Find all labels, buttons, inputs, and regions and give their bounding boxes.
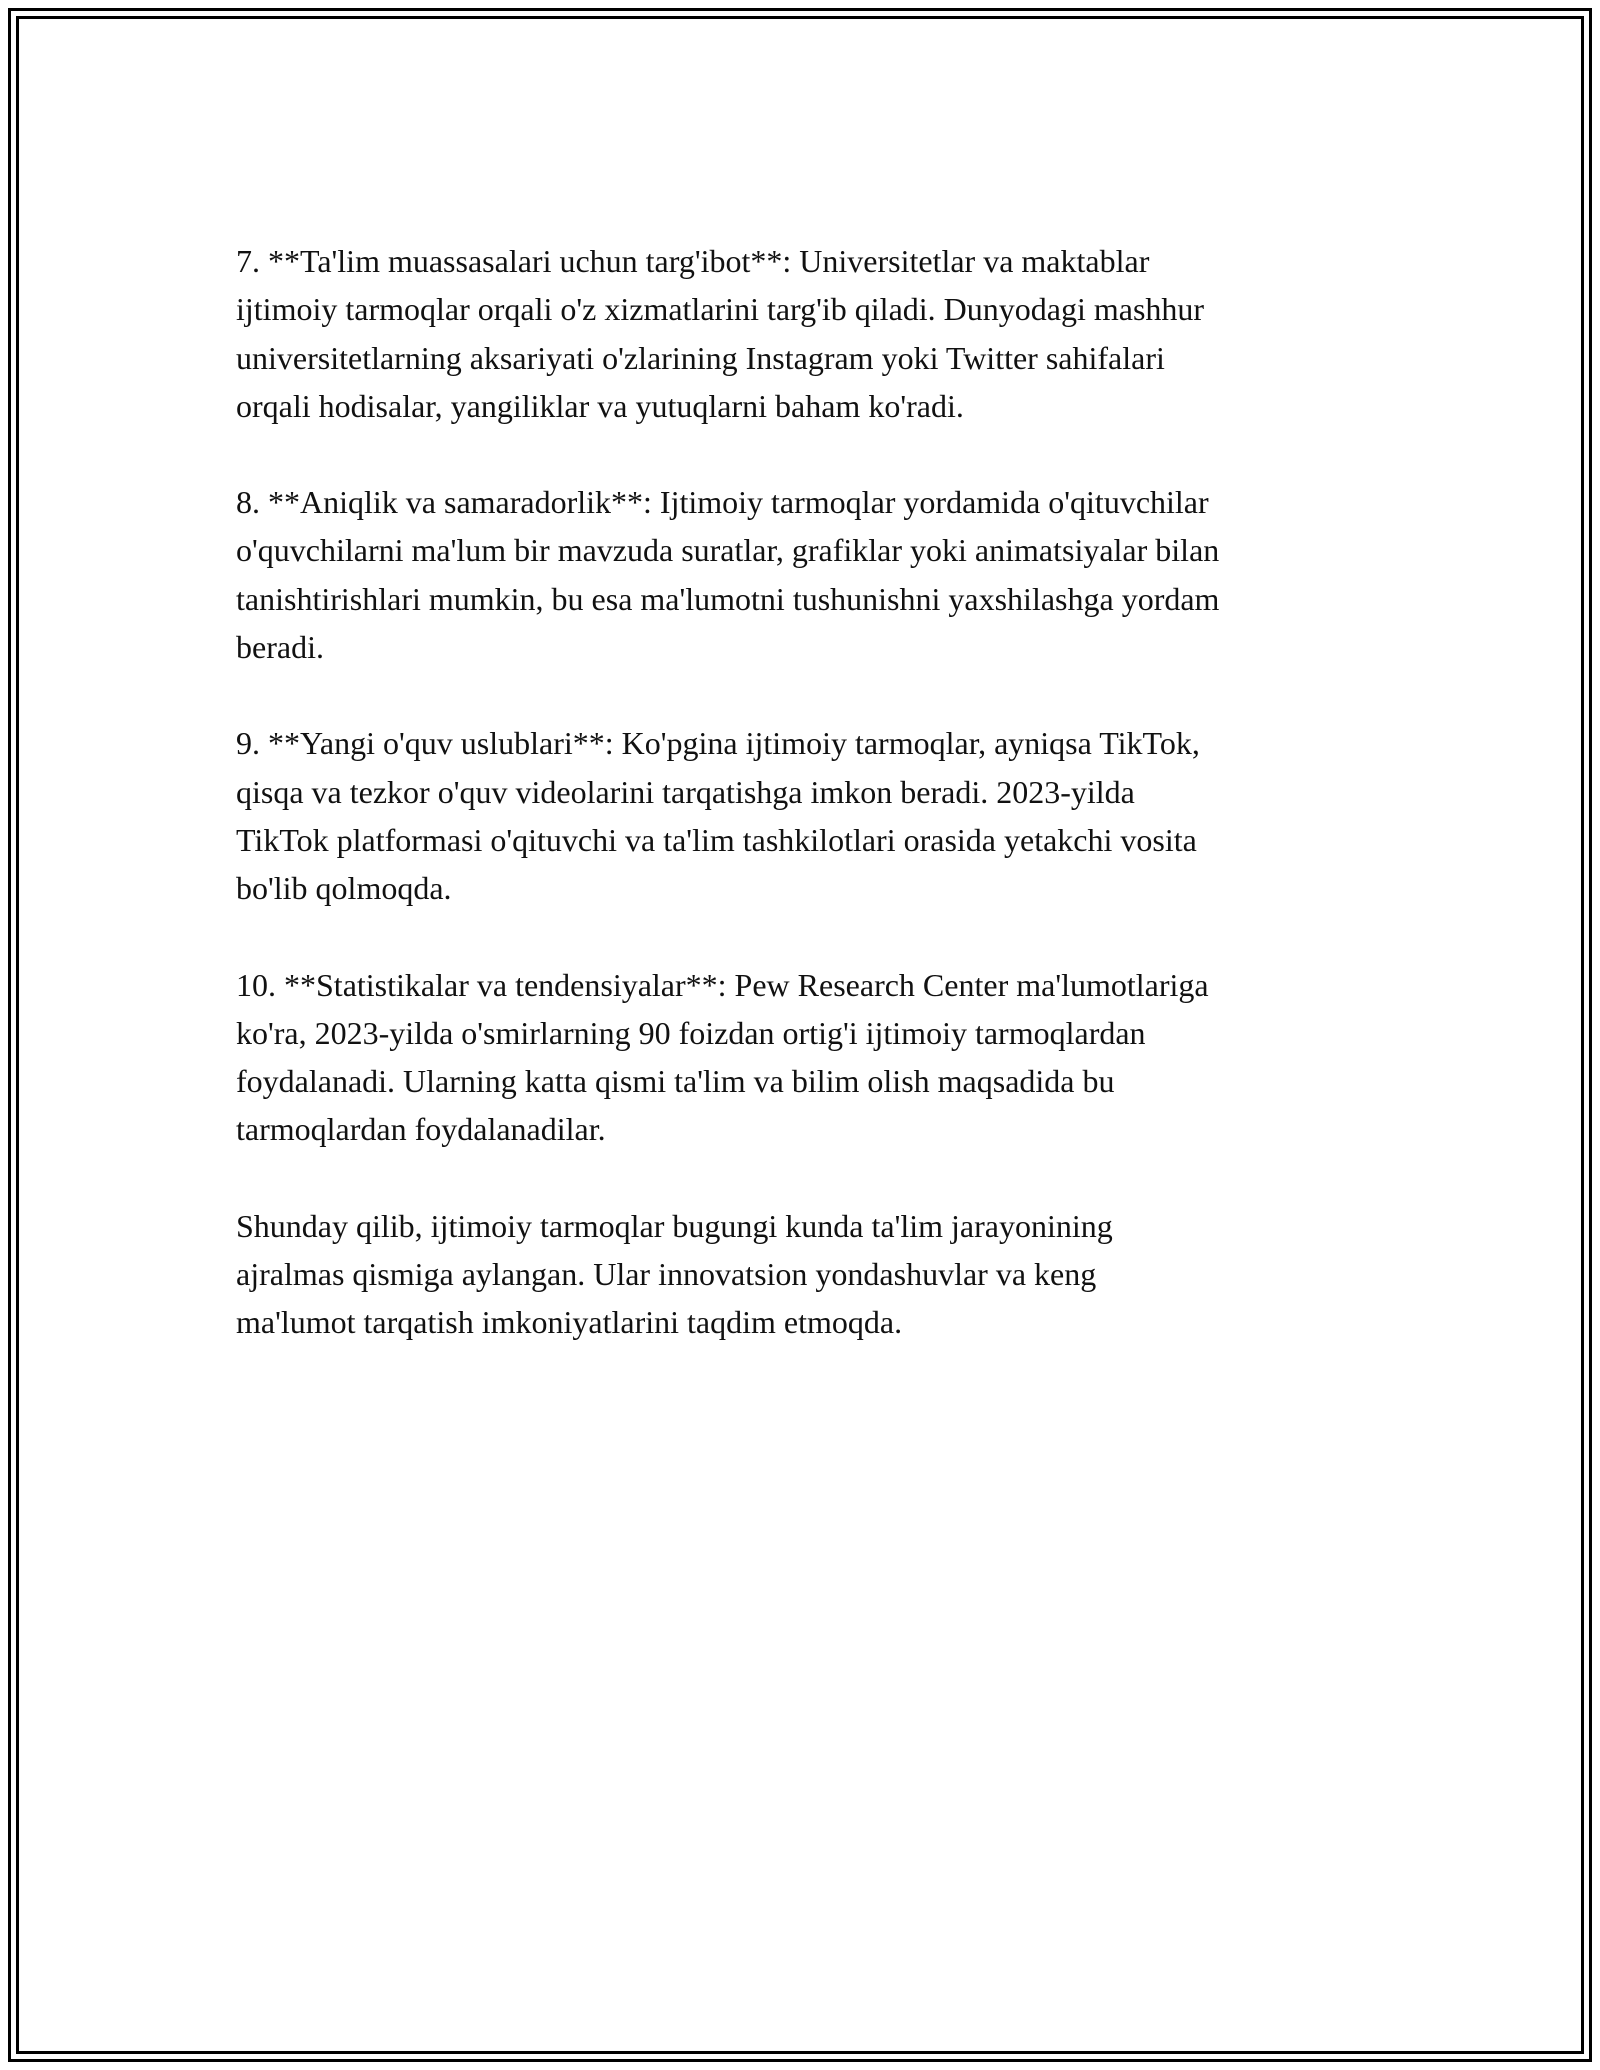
text-line: bo'lib qolmoqda. (236, 870, 452, 907)
text-line: ajralmas qismiga aylangan. Ular innovatsion yondashuvlar va keng (236, 1256, 1097, 1293)
text-line: 9. **Yangi o'quv uslublari**: Ko'pgina ijtimoiy tarmoqlar, ayniqsa TikTok, (236, 725, 1200, 762)
text-line: beradi. (236, 629, 324, 666)
text-line: orqali hodisalar, yangiliklar va yutuqlarni baham ko'radi. (236, 387, 964, 424)
text-line: o'quvchilarni ma'lum bir mavzuda suratlar, grafiklar yoki animatsiyalar bilan (236, 532, 1220, 569)
text-line: ko'ra, 2023-yilda o'smirlarning 90 foizdan ortig'i ijtimoiy tarmoqlardan (236, 1014, 1146, 1051)
document-body (236, 237, 1376, 1395)
text-line: foydalanadi. Ularning katta qismi ta'lim va bilim olish maqsadida bu (236, 1063, 1115, 1100)
text-line: ma'lumot tarqatish imkoniyatlarini taqdim etmoqda. (236, 1304, 903, 1341)
paragraph-item-9 (236, 719, 1376, 912)
text-line: Shunday qilib, ijtimoiy tarmoqlar bugungi kunda ta'lim jarayonining (236, 1207, 1113, 1244)
text-line: tarmoqlardan foydalanadilar. (236, 1111, 606, 1148)
paragraph-item-8 (236, 478, 1376, 671)
paragraph-conclusion (236, 1202, 1376, 1347)
text-line: 7. **Ta'lim muassasalari uchun targ'ibot**: Universitetlar va maktablar (236, 243, 1150, 279)
text-line: ijtimoiy tarmoqlar orqali o'z xizmatlarini targ'ib qiladi. Dunyodagi mashhur (236, 291, 1205, 328)
text-line: tanishtirishlari mumkin, bu esa ma'lumotni tushunishni yaxshilashga yordam (236, 580, 1220, 617)
text-line: universitetlarning aksariyati o'zlarining Instagram yoki Twitter sahifalari (236, 339, 1165, 376)
text-line: 10. **Statistikalar va tendensiyalar**: Pew Research Center ma'lumotlariga (236, 966, 1209, 1003)
text-line: TikTok platformasi o'qituvchi va ta'lim tashkilotlari orasida yetakchi vosita (236, 821, 1197, 858)
text-line: qisqa va tezkor o'quv videolarini tarqatishga imkon beradi. 2023-yilda (236, 773, 1135, 810)
paragraph-item-7 (236, 237, 1376, 430)
text-line: 8. **Aniqlik va samaradorlik**: Ijtimoiy tarmoqlar yordamida o'qituvchilar (236, 484, 1209, 521)
paragraph-item-10 (236, 961, 1376, 1154)
